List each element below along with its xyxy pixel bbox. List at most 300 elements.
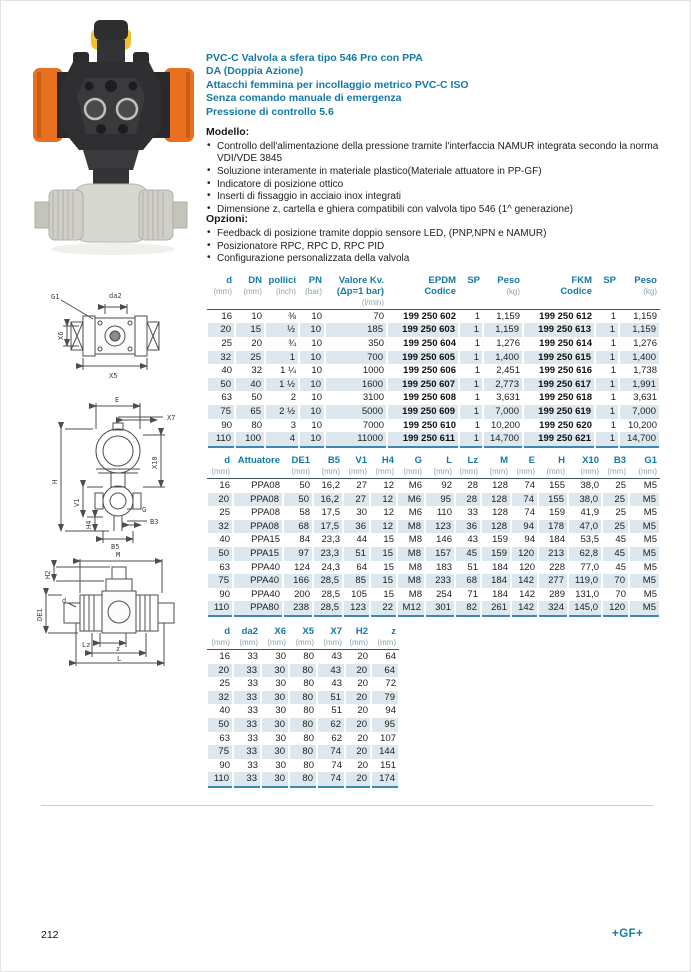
- column-header: SP: [459, 276, 483, 309]
- table-cell: 68: [283, 520, 313, 534]
- table-cell: 85: [343, 574, 370, 588]
- table-cell: 41,9: [580, 507, 599, 519]
- table-row: [207, 351, 660, 365]
- table-cell: 77,0: [580, 561, 599, 573]
- table-cell: 199 250 608: [403, 392, 456, 404]
- table-cell: 199 250 613: [523, 323, 595, 337]
- valve-actuator-illustration: [31, 16, 196, 261]
- table-cell: 1: [595, 351, 619, 365]
- dim-label-l: L: [117, 655, 122, 663]
- table-cell: 62: [331, 732, 342, 744]
- product-photo: [31, 16, 196, 261]
- table-cell: 199 250 611: [387, 432, 459, 447]
- table-cell: 199 250 602: [403, 310, 456, 322]
- table-cell: 184: [549, 534, 565, 546]
- table-cell: 184: [492, 588, 508, 600]
- table-cell: 2: [290, 392, 296, 404]
- footer-divider: [41, 805, 653, 806]
- column-header: z (mm): [371, 627, 399, 650]
- table-cell: 25: [615, 507, 626, 519]
- table-cell: 199 250 618: [539, 392, 592, 404]
- column-header: SP: [595, 276, 619, 309]
- table-cell: 15: [370, 547, 397, 561]
- table-cell: 80: [303, 732, 314, 744]
- table-cell: 10: [299, 378, 325, 392]
- table-cell: 15: [383, 534, 394, 546]
- table-cell: 71: [467, 588, 478, 600]
- table-cell: 74: [524, 480, 535, 491]
- table-cell: 233: [425, 574, 455, 588]
- table-cell: 32: [207, 351, 235, 365]
- table-cell: 1,400: [619, 351, 660, 365]
- table-cell: 10,200: [627, 419, 657, 431]
- table-cell: 92: [441, 480, 452, 491]
- table-cell: 146: [436, 534, 452, 546]
- table-cell: 1,159: [483, 323, 523, 337]
- table-cell: 50: [207, 547, 233, 561]
- table-cell: 1,991: [619, 378, 660, 392]
- table-cell: 43: [467, 534, 478, 546]
- dim-label-de1: DE1: [36, 608, 44, 621]
- table-row: [207, 419, 660, 433]
- table-cell: 105: [351, 588, 367, 600]
- table-cell: 70: [602, 574, 629, 588]
- table-cell: M6: [397, 493, 425, 507]
- diagram-front-view: [43, 389, 193, 551]
- table-cell: 199 250 605: [387, 351, 459, 365]
- table-cell: 123: [343, 601, 370, 616]
- table-cell: 43: [317, 664, 345, 678]
- bullet-item: • Soluzione interamente in materiale plastico(Materiale attuatore in PP-GF): [206, 166, 664, 178]
- table-cell: M5: [629, 574, 660, 588]
- table-cell: 700: [325, 351, 387, 365]
- table-cell: 2,451: [496, 365, 520, 377]
- table-cell: 70: [373, 310, 384, 322]
- table-cell: 30: [275, 678, 286, 690]
- table-cell: 20: [251, 337, 262, 349]
- table-cell: 20: [345, 718, 371, 732]
- column-header: V1 (mm): [343, 456, 370, 479]
- dim-label-b5: B5: [111, 543, 120, 551]
- table-cell: 20: [207, 664, 233, 678]
- table-cell: 25: [219, 678, 230, 690]
- table-cell: 1: [474, 365, 480, 377]
- table-cell: 12: [370, 493, 397, 507]
- bullet-item: • Dimensione z, cartella e ghiera compatibili con valvola tipo 546 (1^ generazione): [206, 204, 664, 216]
- table-row: [207, 588, 660, 602]
- table-cell: 199 250 617: [523, 378, 595, 392]
- table-row: [207, 772, 399, 787]
- table-cell: 28,5: [313, 574, 343, 588]
- table-cell: 65: [235, 405, 265, 419]
- table-cell: 51: [331, 705, 342, 717]
- table-cell: 20: [345, 772, 371, 787]
- table-row: [207, 732, 399, 746]
- table-cell: 107: [380, 732, 396, 744]
- dim-label-da2: da2: [109, 292, 122, 300]
- table-cell: 238: [283, 601, 313, 616]
- column-header: H2 (mm): [345, 627, 371, 650]
- table-row: [207, 309, 660, 323]
- table-cell: 120: [602, 601, 629, 616]
- table-cell: 38,0: [568, 493, 602, 507]
- table-cell: 1: [595, 432, 619, 447]
- column-header: X7 (mm): [317, 627, 345, 650]
- table-cell: 4: [265, 432, 299, 447]
- column-header: H4 (mm): [370, 456, 397, 479]
- table-cell: M5: [629, 520, 660, 534]
- table-cell: 184: [492, 561, 508, 573]
- table-cell: 1: [610, 365, 616, 377]
- table-cell: 22: [370, 601, 397, 616]
- table-cell: 1: [595, 378, 619, 392]
- column-header: B5 (mm): [313, 456, 343, 479]
- table-cell: 20: [345, 691, 371, 705]
- table-cell: 100: [235, 432, 265, 447]
- table-cell: 82: [455, 601, 481, 616]
- dim-label-e: E: [115, 396, 120, 404]
- table-cell: 20: [357, 759, 368, 771]
- table-cell: M5: [629, 601, 660, 616]
- table-cell: 17,5: [313, 520, 343, 534]
- table-cell: M8: [397, 520, 425, 534]
- table-cell: 1: [595, 405, 619, 419]
- dim-label-x6: X6: [57, 331, 65, 340]
- table-cell: 51: [317, 691, 345, 705]
- column-header: DN (mm): [235, 276, 265, 309]
- table-cell: 40: [235, 378, 265, 392]
- table-cell: 157: [425, 547, 455, 561]
- table-cell: 17,5: [321, 507, 340, 519]
- table-cell: 24,3: [321, 561, 340, 573]
- table-cell: 74: [317, 745, 345, 759]
- table-cell: 174: [371, 772, 399, 787]
- table-cell: 30: [275, 705, 286, 717]
- table-cell: 90: [219, 588, 230, 600]
- dim-label-h2: H2: [44, 570, 52, 579]
- table-cell: 199 250 607: [387, 378, 459, 392]
- table-cell: 131,0: [575, 588, 599, 600]
- table-row: [207, 664, 399, 678]
- table-cell: 20: [207, 323, 235, 337]
- table-cell: 199 250 620: [539, 419, 592, 431]
- table-cell: 199 250 616: [539, 365, 592, 377]
- table-cell: 3,631: [496, 392, 520, 404]
- table-cell: 324: [538, 601, 568, 616]
- column-header: Peso (kg): [619, 276, 660, 309]
- table-cell: M5: [629, 547, 660, 561]
- table-cell: 32: [207, 520, 233, 534]
- table-cell: 10: [299, 323, 325, 337]
- table-cell: 155: [549, 480, 565, 491]
- table-cell: 184: [481, 574, 511, 588]
- table-cell: 27: [356, 480, 367, 491]
- table-row: [207, 677, 399, 691]
- table-cell: 1600: [325, 378, 387, 392]
- table-cell: 200: [294, 588, 310, 600]
- table-row: [207, 506, 660, 520]
- column-header: EPDM Codice: [387, 276, 459, 309]
- table-cell: 79: [371, 691, 399, 705]
- table-cell: 159: [481, 547, 511, 561]
- table-cell: 70: [615, 588, 626, 600]
- table-cell: PPA40: [251, 561, 280, 573]
- table-cell: 199 250 619: [523, 405, 595, 419]
- table-cell: 10: [299, 432, 325, 447]
- table-cell: 15: [370, 574, 397, 588]
- section-heading: Modello:: [206, 126, 250, 138]
- table-cell: 80: [289, 772, 317, 787]
- table-cell: 3100: [362, 392, 384, 404]
- table-cell: PPA80: [233, 601, 283, 616]
- diagram-top-view: [43, 286, 188, 381]
- table-cell: 16,2: [313, 493, 343, 507]
- table-cell: 30: [261, 664, 289, 678]
- table-cell: 1: [265, 351, 299, 365]
- table-cell: 128: [492, 507, 508, 519]
- table-cell: PPA08: [233, 493, 283, 507]
- table-cell: 20: [345, 745, 371, 759]
- table-cell: 45: [615, 534, 626, 546]
- table-cell: 50: [251, 392, 262, 404]
- table-cell: 128: [481, 493, 511, 507]
- table-cell: 30: [356, 507, 367, 519]
- table-cell: ⅜: [288, 310, 296, 322]
- table-row: [207, 691, 399, 705]
- table-cell: 199 250 606: [403, 365, 456, 377]
- table-cell: 80: [303, 705, 314, 717]
- table-row: [207, 337, 660, 351]
- table-cell: 30: [261, 691, 289, 705]
- table-cell: PPA40: [251, 588, 280, 600]
- table-cell: M8: [408, 534, 422, 546]
- bullet-item: • Controllo dell'alimentazione della pressione tramite l'interfaccia NAMUR integrata secondo la norma VDI/VDE 3845: [206, 141, 664, 165]
- table-cell: 1,276: [496, 337, 520, 349]
- table-cell: 25: [219, 507, 230, 519]
- bullet-list: [206, 228, 664, 266]
- table-cell: PPA08: [233, 520, 283, 534]
- table-cell: 64: [371, 664, 399, 678]
- table-cell: 254: [436, 588, 452, 600]
- order-codes-table: [206, 276, 661, 448]
- column-header: d (mm): [207, 276, 235, 309]
- table-cell: 50: [283, 493, 313, 507]
- table-cell: 20: [357, 678, 368, 690]
- table-cell: 1,738: [633, 365, 657, 377]
- section-modello: [206, 126, 664, 217]
- product-title: [206, 52, 666, 119]
- table-cell: 53,5: [580, 534, 599, 546]
- table-cell: 1: [610, 310, 616, 322]
- table-cell: ½: [265, 323, 299, 337]
- table-cell: 124: [294, 561, 310, 573]
- column-header: G1 (mm): [629, 456, 660, 479]
- dim-label-v1: V1: [73, 498, 81, 507]
- table-cell: 10,200: [490, 419, 520, 431]
- column-header: X5 (mm): [289, 627, 317, 650]
- table-cell: 199 250 615: [523, 351, 595, 365]
- table-cell: 10: [311, 419, 322, 431]
- dim-label-b3: B3: [150, 518, 159, 526]
- table-cell: 199 250 604: [403, 337, 456, 349]
- column-header: Lz (mm): [455, 456, 481, 479]
- table-cell: 142: [511, 574, 538, 588]
- table-row: [207, 533, 660, 547]
- table-cell: 64: [385, 651, 396, 662]
- table-cell: 20: [345, 664, 371, 678]
- table-cell: 2 ½: [265, 405, 299, 419]
- table-cell: PPA15: [251, 534, 280, 546]
- table-cell: M8: [397, 574, 425, 588]
- table-cell: 7000: [362, 419, 384, 431]
- table-cell: 30: [261, 772, 289, 787]
- column-header: X6 (mm): [261, 627, 289, 650]
- column-header: E (mm): [511, 456, 538, 479]
- table-row: [207, 547, 660, 561]
- table-cell: 1: [474, 310, 480, 322]
- table-cell: 33: [467, 507, 478, 519]
- dim-label-m: M: [116, 551, 121, 559]
- column-header: L (mm): [425, 456, 455, 479]
- table-cell: 47,0: [568, 520, 602, 534]
- column-header: H (mm): [538, 456, 568, 479]
- table-cell: 277: [538, 574, 568, 588]
- table-cell: 185: [325, 323, 387, 337]
- table-cell: 25: [615, 480, 626, 491]
- table-cell: 1: [459, 378, 483, 392]
- column-header: d (mm): [207, 627, 233, 650]
- table-cell: 30: [275, 732, 286, 744]
- table-cell: 74: [331, 759, 342, 771]
- table-cell: 1,159: [633, 310, 657, 322]
- table-cell: 155: [538, 493, 568, 507]
- dim-label-x7: X7: [167, 414, 176, 422]
- table-cell: 10: [311, 337, 322, 349]
- table-cell: 142: [511, 601, 538, 616]
- table-cell: 32: [251, 365, 262, 377]
- table-cell: M5: [643, 561, 657, 573]
- column-header: da2 (mm): [233, 627, 261, 650]
- table-cell: M5: [643, 534, 657, 546]
- table-cell: PPA15: [233, 547, 283, 561]
- page-number: 212: [41, 929, 59, 941]
- table-cell: 1: [610, 419, 616, 431]
- table-cell: 80: [289, 664, 317, 678]
- table-cell: ¾: [288, 337, 296, 349]
- bullet-item: • Feedback di posizione tramite doppio sensore LED, (PNP,NPN e NAMUR): [206, 228, 664, 240]
- table-cell: 50: [207, 378, 235, 392]
- table-cell: 199 250 614: [539, 337, 592, 349]
- table-cell: 7,000: [483, 405, 523, 419]
- table-cell: 5000: [325, 405, 387, 419]
- table-cell: 51: [467, 561, 478, 573]
- table-cell: 14,700: [619, 432, 660, 447]
- table-row: [207, 432, 660, 447]
- table-cell: 11000: [325, 432, 387, 447]
- table-cell: 40: [219, 534, 230, 546]
- table-cell: 80: [289, 745, 317, 759]
- table-cell: 120: [519, 561, 535, 573]
- table-cell: 110: [207, 601, 233, 616]
- table-cell: 62,8: [568, 547, 602, 561]
- title-line: Attacchi femmina per incollaggio metrico PVC-C ISO: [206, 78, 469, 91]
- table-cell: 16,2: [321, 480, 340, 491]
- table-cell: 30: [275, 759, 286, 771]
- table-row: [207, 574, 660, 588]
- table-cell: 261: [481, 601, 511, 616]
- table-cell: 72: [385, 678, 396, 690]
- table-cell: 27: [343, 493, 370, 507]
- table-row: [207, 745, 399, 759]
- table-cell: 90: [221, 419, 232, 431]
- table-cell: 120: [511, 547, 538, 561]
- table-cell: 7,000: [619, 405, 660, 419]
- table-cell: 20: [357, 732, 368, 744]
- table-cell: 15: [383, 588, 394, 600]
- table-cell: 33: [247, 732, 258, 744]
- table-cell: 1,276: [633, 337, 657, 349]
- table-cell: 350: [368, 337, 384, 349]
- title-line: DA (Doppia Azione): [206, 65, 304, 78]
- table-cell: 58: [299, 507, 310, 519]
- table-cell: 289: [549, 588, 565, 600]
- table-cell: 33: [233, 718, 261, 732]
- table-cell: 45: [602, 547, 629, 561]
- table-cell: 50: [299, 480, 310, 491]
- table-cell: 1,159: [496, 310, 520, 322]
- table-cell: 301: [425, 601, 455, 616]
- table-row: [207, 391, 660, 405]
- table-cell: M5: [643, 480, 657, 491]
- table-row: [207, 364, 660, 378]
- table-cell: 33: [233, 745, 261, 759]
- table-cell: 151: [380, 759, 396, 771]
- table-cell: 51: [343, 547, 370, 561]
- table-cell: 228: [549, 561, 565, 573]
- table-cell: 28: [455, 493, 481, 507]
- table-cell: M6: [408, 507, 422, 519]
- table-cell: 145,0: [568, 601, 602, 616]
- column-header: d (mm): [207, 456, 233, 479]
- table-cell: 10: [311, 392, 322, 404]
- table-row: [207, 479, 660, 493]
- table-row: [207, 493, 660, 507]
- table-cell: 166: [283, 574, 313, 588]
- table-cell: 40: [219, 705, 230, 717]
- table-cell: 183: [436, 561, 452, 573]
- table-cell: 33: [247, 651, 258, 662]
- bullet-item: • Configurazione personalizzata della valvola: [206, 253, 664, 265]
- table-cell: 16: [219, 651, 230, 662]
- table-cell: 80: [303, 678, 314, 690]
- dim-label-z: z: [116, 645, 121, 653]
- table-cell: 1: [595, 323, 619, 337]
- table-cell: 20: [357, 651, 368, 662]
- table-cell: 1,400: [483, 351, 523, 365]
- section-opzioni: [206, 213, 664, 266]
- table-cell: M8: [408, 561, 422, 573]
- table-cell: 80: [303, 651, 314, 662]
- table-cell: 25: [602, 520, 629, 534]
- table-cell: 110: [436, 507, 452, 519]
- table-cell: 44: [356, 534, 367, 546]
- table-cell: 25: [221, 337, 232, 349]
- table-cell: 110: [207, 772, 233, 787]
- table-cell: 23,3: [313, 547, 343, 561]
- table-cell: 1: [459, 432, 483, 447]
- table-cell: 128: [492, 480, 508, 491]
- table-cell: 144: [371, 745, 399, 759]
